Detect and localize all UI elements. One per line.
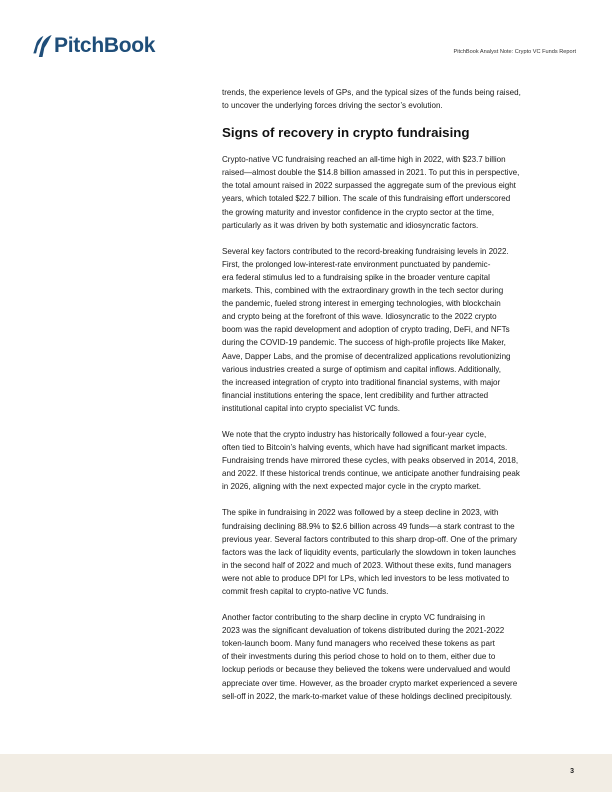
running-header: PitchBook Analyst Note: Crypto VC Funds Report [453,49,576,55]
article-body [222,86,572,716]
pitchbook-logo [33,33,155,59]
paragraph: The spike in fundraising in 2022 was followed by a steep decline in 2023, with fundraising declining 88.9% to $2.6 billion across 49 funds—a stark contrast to the previous year. Several factors contributed to this sharp drop-off. One of the primary factors was the lack of liquidity events, particularly the slowdown in token launches in the second half of 2022 and much of 2023. Without these exits, fund managers were not able to produce DPI for LPs, which led investors to be less motivated to commit fresh capital to crypto-native VC funds. [222,508,518,596]
logo-text: PitchBook [54,34,156,57]
page-number: 3 [570,768,574,775]
paragraph: We note that the crypto industry has historically followed a four-year cycle, often tied to Bitcoin’s halving events, which have had significant market impacts. Fundraising trends have mirrored these cycles, with peaks observed in 2014, 2018, and 2022. If these historical trends continue, we anticipate another fundraising peak in 2026, aligning with the next expected major cycle in the crypto market. [222,429,520,492]
pitchbook-leaf-icon [33,35,52,57]
paragraph: Another factor contributing to the sharp decline in crypto VC fundraising in 2023 was the significant devaluation of tokens distributed during the 2021-2022 token-launch boom. Many fund managers who received these tokens as part of their investments during this period chose to hold on to them, either due to lockup periods or because they believed the tokens were undervalued and would appreciate over time. However, as the broader crypto market experienced a severe sell-off in 2022, the mark-to-market value of these holdings declined precipitously. [222,613,518,701]
intro-paragraph: trends, the experience levels of GPs, and the typical sizes of the funds being raised, to uncover the underlying forces driving the sector’s evolution. [222,88,521,111]
paragraph: Several key factors contributed to the record-breaking fundraising levels in 2022. First, the prolonged low-interest-rate environment punctuated by pandemic- era federal stimulus led to a fundraising spike in the broader venture capital markets. This, combined with the extraordinary growth in the tech sector during the pandemic, fueled strong interest in emerging technologies, with blockchain and crypto being at the forefront of this wave. Idiosyncratic to the 2022 crypto boom was the rapid development and adoption of crypto trading, DeFi, and NFTs during the COVID-19 pandemic. The success of high-profile projects like Maker, Aave, Dapper Labs, and the promise of decentralized applications revolutionizing various industries created a surge of optimism and capital inflows. Additionally, the increased integration of crypto into traditional financial systems, with major financial institutions entering the space, lent credibility and further attracted institutional capital into crypto specialist VC funds. [222,246,511,413]
section-heading: Signs of recovery in crypto fundraising [222,125,470,141]
paragraph: Crypto-native VC fundraising reached an all-time high in 2022, with $23.7 billion raised—almost double the $14.8 billion amassed in 2021. To put this in perspective, the total amount raised in 2022 surpassed the aggregate sum of the previous eight years, which totaled $22.7 billion. The scale of this fundraising effort underscored the growing maturity and investor confidence in the crypto sector at the time, particularly as it was driven by both systematic and idiosyncratic factors. [222,155,520,230]
page-footer [0,754,612,792]
